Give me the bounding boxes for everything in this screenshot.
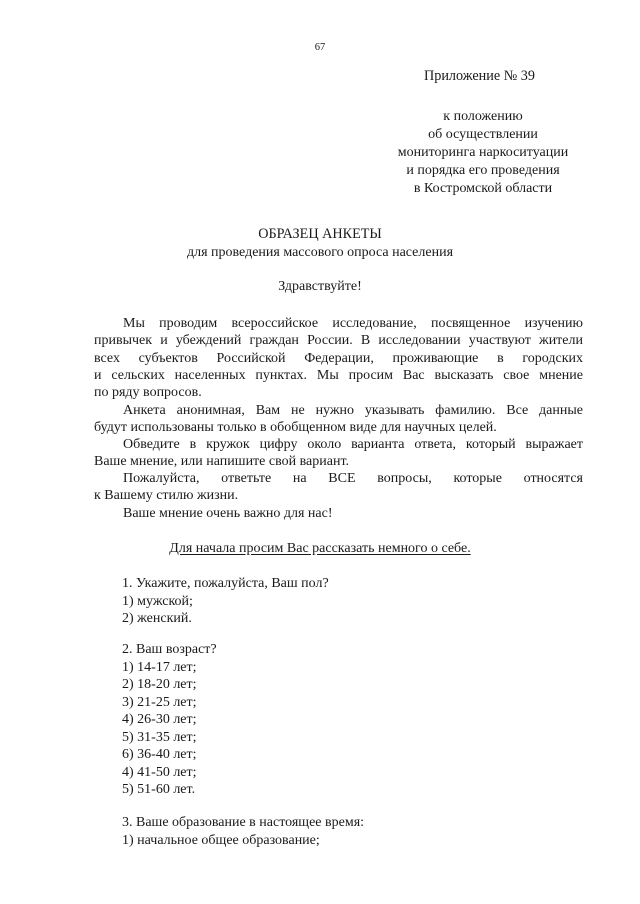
intro-paragraph-3 [94, 436, 583, 471]
intro-paragraph-5 [94, 505, 583, 522]
answer-option[interactable]: 6) 36-40 лет; [122, 747, 197, 762]
answer-option[interactable]: 4) 26-30 лет; [122, 712, 197, 727]
answer-option[interactable]: 3) 21-25 лет; [122, 694, 197, 710]
form-subtitle: для проведения массового опроса населения [186, 245, 454, 260]
paragraph-line: будут использованы только в обобщенном виде для научных целей. [94, 420, 497, 436]
appendix-basis-line: и порядка его проведения [406, 163, 560, 178]
paragraph-line: Ваше мнение, или напишите свой вариант. [94, 454, 350, 470]
paragraph-line [94, 436, 583, 453]
answer-option[interactable]: 5) 31-35 лет; [122, 729, 197, 745]
answer-option[interactable]: 4) 41-50 лет; [122, 764, 197, 780]
question-1 [122, 575, 329, 628]
answer-option[interactable]: 1) 14-17 лет; [122, 659, 197, 675]
paragraph-line-text: Обведите в кружок цифру около варианта ответа, который выражает [123, 437, 583, 452]
form-title: ОБРАЗЕЦ АНКЕТЫ [258, 226, 382, 242]
appendix-basis-line: в Костромской области [413, 181, 553, 196]
paragraph-line: по ряду вопросов. [94, 385, 202, 401]
intro-paragraph-2 [94, 402, 583, 437]
appendix-basis-line: мониторинга наркоситуации [397, 145, 569, 160]
answer-option[interactable]: 2) 18-20 лет; [122, 677, 197, 692]
answer-option[interactable]: 5) 51-60 лет. [122, 782, 196, 797]
appendix-title: Приложение № 39 [424, 68, 535, 84]
paragraph-line [94, 470, 583, 487]
paragraph-line [94, 402, 583, 419]
appendix-basis [380, 108, 586, 198]
question-2 [122, 641, 217, 799]
paragraph-line-text: привычек и убеждений граждан России. В исследовании участвуют жители [94, 333, 583, 349]
intro-paragraph-1 [94, 315, 583, 401]
answer-option[interactable]: 1) мужской; [122, 593, 193, 609]
paragraph-line [94, 332, 583, 349]
paragraph-line-text: Анкета анонимная, Вам не нужно указывать фамилию. Все данные [123, 403, 583, 418]
appendix-basis-line: к положению [443, 109, 523, 124]
paragraph-line-text: Мы проводим всероссийское исследование, посвященное изучению [123, 316, 583, 331]
question-text: 2. Ваш возраст? [122, 642, 217, 657]
paragraph-line [94, 315, 583, 332]
paragraph-line [94, 367, 583, 384]
paragraph-line-text: Пожалуйста, ответьте на ВСЕ вопросы, которые относятся [123, 471, 583, 486]
answer-option[interactable]: 2) женский. [122, 611, 192, 626]
paragraph-line: Ваше мнение очень важно для нас! [123, 506, 333, 521]
answer-option[interactable]: 1) начальное общее образование; [122, 832, 320, 848]
paragraph-line [94, 350, 583, 367]
intro-paragraph-4 [94, 470, 583, 505]
paragraph-line: к Вашему стилю жизни. [94, 488, 239, 504]
paragraph-line-text: и сельских населенных пунктах. Мы просим Вас высказать свое мнение [94, 367, 583, 383]
appendix-basis-line: об осуществлении [428, 127, 538, 142]
question-text: 3. Ваше образование в настоящее время: [122, 815, 365, 830]
paragraph-line-text: всех субъектов Российской Федерации, проживающие в городских [94, 350, 583, 366]
question-3 [122, 814, 364, 849]
page-number: 67 [314, 42, 326, 53]
intro-heading: Для начала просим Вас рассказать немного о себе. [169, 541, 471, 556]
greeting: Здравствуйте! [278, 279, 362, 294]
question-text: 1. Укажите, пожалуйста, Ваш пол? [122, 576, 329, 591]
